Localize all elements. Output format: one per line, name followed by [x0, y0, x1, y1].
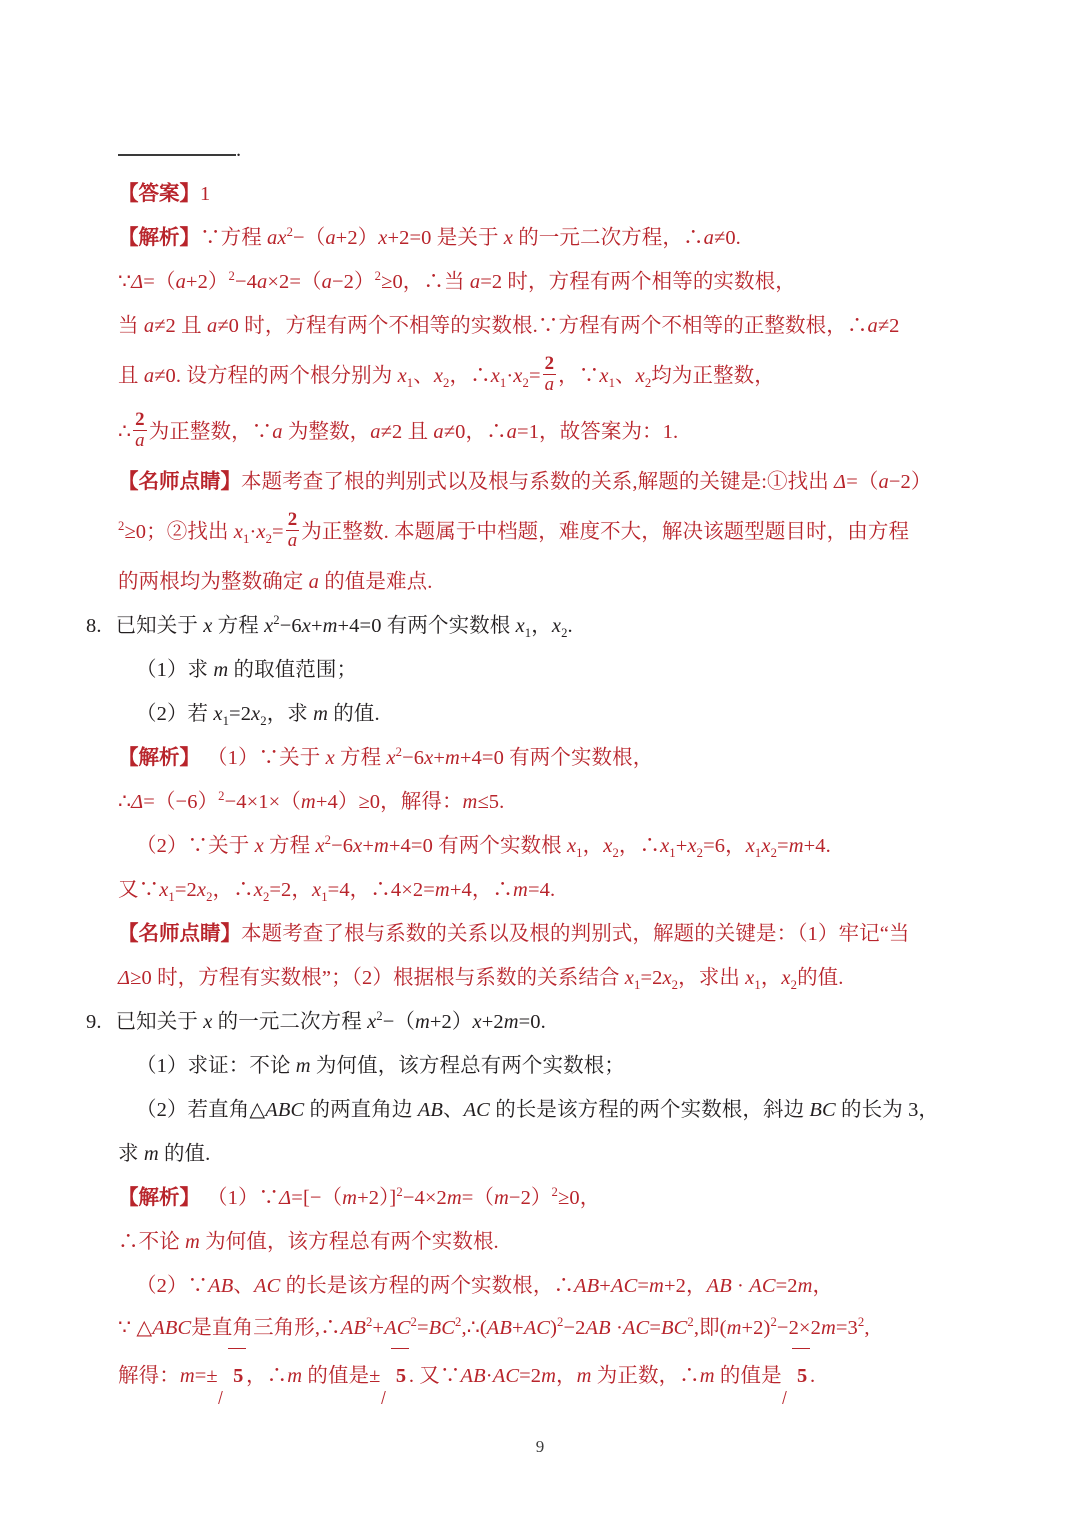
answer-blank	[118, 141, 236, 156]
q7-tip-line-1: 【名师点睛】本题考查了根的判别式以及根与系数的关系,解题的关键是:①找出 Δ=（a−2）	[118, 471, 932, 493]
q9-analysis-line-5: 解得：m=± 5 ，∴m 的值是± 5 . 又∵AB·AC=2m，m 为正数，∴m 的值是 5 .	[118, 1348, 1018, 1404]
page-content	[86, 128, 1018, 1404]
q9-analysis-line-3: （2）∵AB、AC 的长是该方程的两个实数根，∴AB+AC=m+2，AB · AC=2m，	[136, 1275, 834, 1297]
q8-number: 8.	[86, 615, 102, 637]
q7-analysis-line-1: 【解析】∵方程 $ax^2-(a+2)x+2=0$ 是关于 x 的一元二次方程，∴a≠0.	[118, 225, 741, 249]
tip-tag: 【名师点睛】	[118, 471, 241, 493]
analysis-tag: 【解析】	[118, 747, 200, 769]
q8-analysis-line-2: $\therefore\Delta=(-6)^2-4\times 1\times(m+4)\ge 0$，解得：m≤5.	[118, 789, 505, 813]
q9-analysis-line-2: ∴不论 m 为何值，该方程总有两个实数根.	[118, 1231, 499, 1253]
answer-tag: 【答案】	[118, 183, 200, 205]
q9-part-2: （2）若直角△ABC 的两直角边 AB、AC 的长是该方程的两个实数根，斜边 BC 的长为 3，	[136, 1099, 940, 1121]
answer-value: 1	[200, 183, 211, 205]
q9-stem: 9. 已知关于 x 的一元二次方程 $x^2-(m+2)x+2m=0$.	[86, 1009, 546, 1033]
sqrt-five: 5	[382, 1348, 408, 1404]
q8-analysis-line-1: 【解析】 （1）∵关于 x 方程 $x^2-6x+m+4=0$ 有两个实数根，	[118, 745, 654, 769]
q8-tip-line-1: 【名师点睛】本题考查了根与系数的关系以及根的判别式，解题的关键是：（1）牢记“当	[118, 923, 910, 945]
q9-part-2-cont: 求 m 的值.	[118, 1143, 211, 1165]
q9-analysis-line-4: ∵ △ABC是直角三角形$,\therefore AB^2+AC^2=BC^2,\therefore(AB+AC)^2-2AB \cdot AC=BC^2$,即$(m+2)^2-2\times 2m=3^2$,	[118, 1315, 870, 1339]
q8-part-2: （2）若 $x_1=2x_2$，求 m 的值.	[136, 703, 380, 729]
fraction-two-over-a: $\frac{2}{a}$	[544, 353, 555, 395]
blank-trailing-punct: .	[236, 139, 242, 161]
q7-tip-line-2: $^2$≥0；②找出 $x_1\cdot x_2=$ $\frac{2}{a}$ 为正整数. 本题属于中档题，难度不大，解决该题型题目时，由方程	[118, 509, 910, 551]
tip-tag: 【名师点睛】	[118, 923, 241, 945]
q7-analysis-line-5: ∴ $\frac{2}{a}$ 为正整数，∵a 为整数，a≠2 且 a≠0，∴a=1，故答案为：1.	[118, 409, 679, 451]
q7-answer-line	[118, 172, 1018, 216]
sqrt-five: 5	[219, 1348, 245, 1404]
q9-analysis-line-1: 【解析】 $(1)\because\Delta=[-(m+2)]^2-4\times 2m=(m-2)^2\ge 0$，	[118, 1185, 601, 1209]
q9-number: 9.	[86, 1011, 102, 1033]
q8-stem: 8. 已知关于 x 方程 $x^2-6x+m+4=0$ 有两个实数根 $x_1$，$x_2$.	[86, 613, 573, 641]
q7-analysis-line-2: $\because\Delta=(a+2)^2-4a\times 2=(a-2)^2\ge 0$，∴当 a=2 时，方程有两个相等的实数根，	[118, 269, 796, 293]
q8-analysis-line-3: （2）∵关于 x 方程 $x^2-6x+m+4=0$ 有两个实数根 $x_1$，$x_2$，$\therefore x_1+x_2=6$，$x_1x_2=m+4$.	[136, 833, 831, 861]
q8-part-1: （1）求 m 的取值范围；	[136, 659, 358, 681]
fraction-two-over-a: $\frac{2}{a}$	[287, 509, 298, 551]
page-number: 9	[535, 1437, 545, 1456]
fraction-two-over-a: $\frac{2}{a}$	[135, 409, 145, 451]
q8-tip-line-2: Δ≥0 时，方程有实数根”；（2）根据根与系数的关系结合 $x_1=2x_2$，求出 $x_1$，$x_2$的值.	[118, 967, 844, 993]
analysis-tag: 【解析】	[118, 1187, 200, 1209]
q9-part-1: （1）求证：不论 m 为何值，该方程总有两个实数根；	[136, 1055, 625, 1077]
q7-analysis-line-4: 且 a≠0. 设方程的两个根分别为 $x_1$、$x_2$，$\therefore x_1\cdot x_2=$ $\frac{2}{a}$ ，$\because x_1$、$x_2$均为正整数，	[118, 353, 775, 395]
q7-analysis-line-3: 当 a≠2 且 a≠0 时，方程有两个不相等的实数根.∵方程有两个不相等的正整数根，∴a≠2	[118, 315, 900, 337]
q7-tip-line-3: 的两根均为整数确定 a 的值是难点.	[118, 571, 433, 593]
sqrt-five: 5	[783, 1348, 809, 1404]
q8-analysis-line-4: 又$\because x_1=2x_2$，$\therefore x_2=2$，$x_1=4$，∴4×2=m+4，∴m=4.	[118, 879, 556, 905]
fill-in-blank-line	[118, 128, 1018, 172]
analysis-tag: 【解析】	[118, 227, 200, 249]
